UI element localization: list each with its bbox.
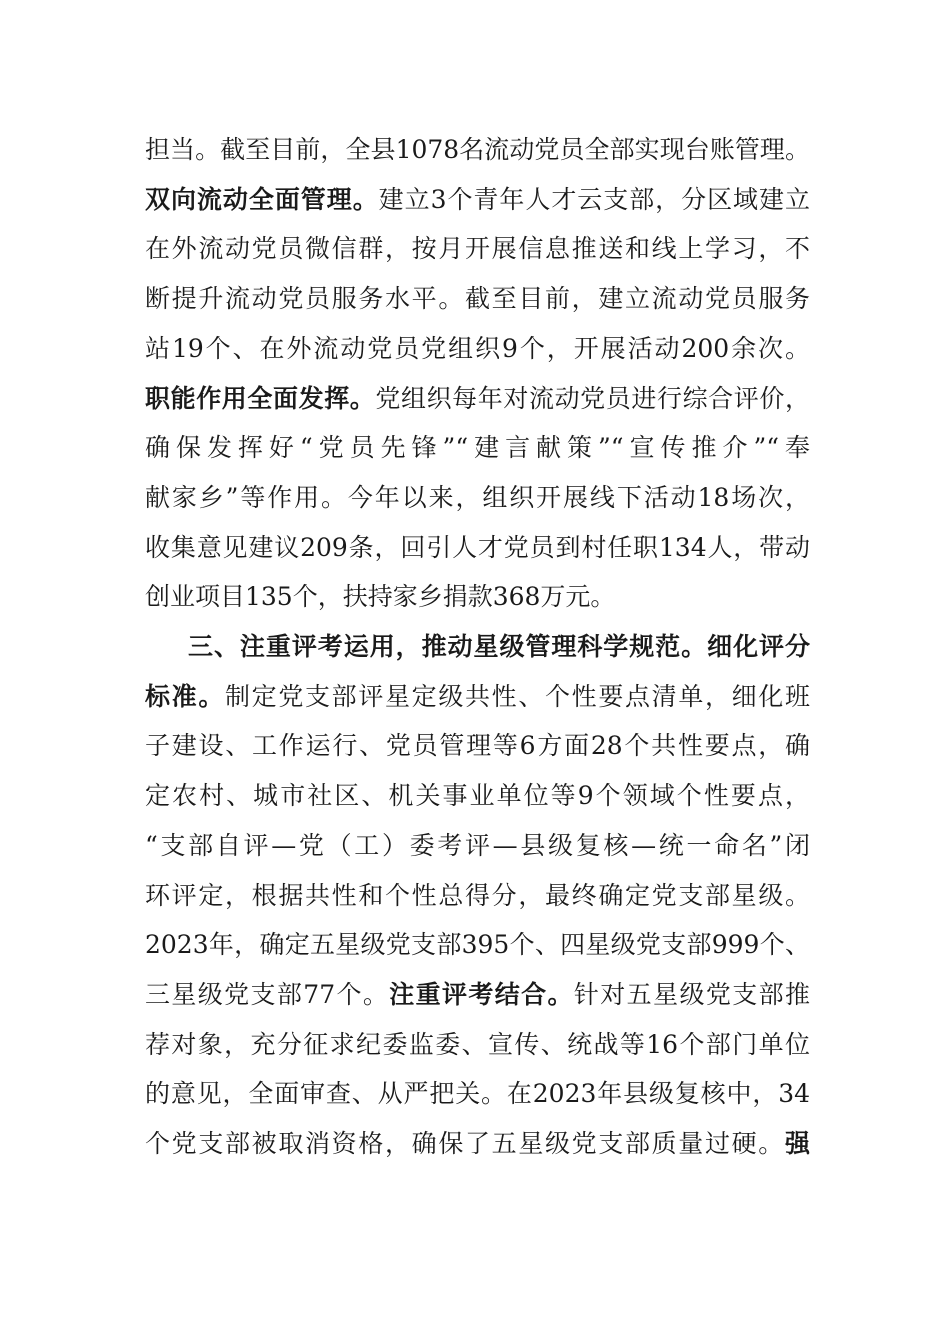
body-text: 2023年，确定五星级党支部395个、四星级党支部999个、: [145, 930, 810, 960]
body-text: 党组织每年对流动党员进行综合评价，: [375, 383, 810, 413]
body-text: 建立3个青年人才云支部，分区域建立: [378, 184, 810, 214]
text-line: [145, 973, 810, 1017]
text-line: [145, 128, 810, 172]
text-line: [145, 575, 810, 619]
text-line: [145, 1122, 810, 1166]
bold-heading-text: 双向流动全面管理。: [145, 184, 379, 214]
body-text: 收集意见建议209条，回引人才党员到村任职134人，带动: [145, 532, 810, 562]
text-line: [145, 178, 810, 222]
text-line: [145, 227, 810, 271]
body-text: 子建设、工作运行、党员管理等6方面28个共性要点，确: [145, 731, 810, 761]
text-line: [145, 774, 810, 818]
text-line: [145, 923, 810, 967]
text-line: [145, 526, 810, 570]
text-line: [145, 426, 810, 470]
body-text: 制定党支部评星定级共性、个性要点清单，细化班: [225, 681, 810, 711]
bold-heading-text: 职能作用全面发挥。: [145, 383, 376, 413]
body-text: 在外流动党员微信群，按月开展信息推送和线上学习，不: [145, 234, 810, 264]
body-text: 针对五星级党支部推: [573, 979, 810, 1009]
bold-heading-text: 三、注重评考运用，推动星级管理科学规范。细化评分: [188, 632, 810, 661]
body-text: 个党支部被取消资格，确保了五星级党支部质量过硬。: [145, 1129, 785, 1158]
bold-heading-text: 标准。: [145, 681, 225, 711]
body-text: 荐对象，充分征求纪委监委、宣传、统战等16个部门单位: [145, 1029, 810, 1059]
body-text: 创业项目135个，扶持家乡捐款368万元。: [145, 582, 616, 612]
bold-heading-text: 注重评考结合。: [389, 979, 574, 1009]
body-text: 担当。截至目前，全县1078名流动党员全部实现台账管理。: [145, 135, 810, 164]
text-line: [145, 724, 810, 768]
text-line: [145, 1023, 810, 1067]
text-line: [145, 277, 810, 321]
body-text: “支部自评—党（工）委考评—县级复核—统一命名”闭: [145, 830, 810, 860]
text-line: [145, 824, 810, 868]
text-line: [145, 327, 810, 371]
body-text: 的意见，全面审查、从严把关。在2023年县级复核中，34: [145, 1079, 810, 1109]
text-line: [188, 625, 810, 669]
body-text: 定农村、城市社区、机关事业单位等9个领域个性要点，: [145, 781, 810, 811]
bold-heading-text: 强: [784, 1129, 810, 1158]
body-text: 断提升流动党员服务水平。截至目前，建立流动党员服务: [145, 284, 810, 314]
body-text: 献家乡”等作用。今年以来，组织开展线下活动18场次，: [145, 482, 810, 512]
body-text: 环评定，根据共性和个性总得分，最终确定党支部星级。: [145, 880, 810, 910]
body-text: 确保发挥好“党员先锋”“建言献策”“宣传推介”“奉: [145, 433, 810, 463]
body-text: 站19个、在外流动党员党组织9个，开展活动200余次。: [145, 333, 810, 363]
text-line: [145, 377, 810, 421]
text-line: [145, 874, 810, 918]
text-line: [145, 675, 810, 719]
body-text: 三星级党支部77个。: [145, 979, 390, 1009]
text-line: [145, 476, 810, 520]
text-line: [145, 1072, 810, 1116]
